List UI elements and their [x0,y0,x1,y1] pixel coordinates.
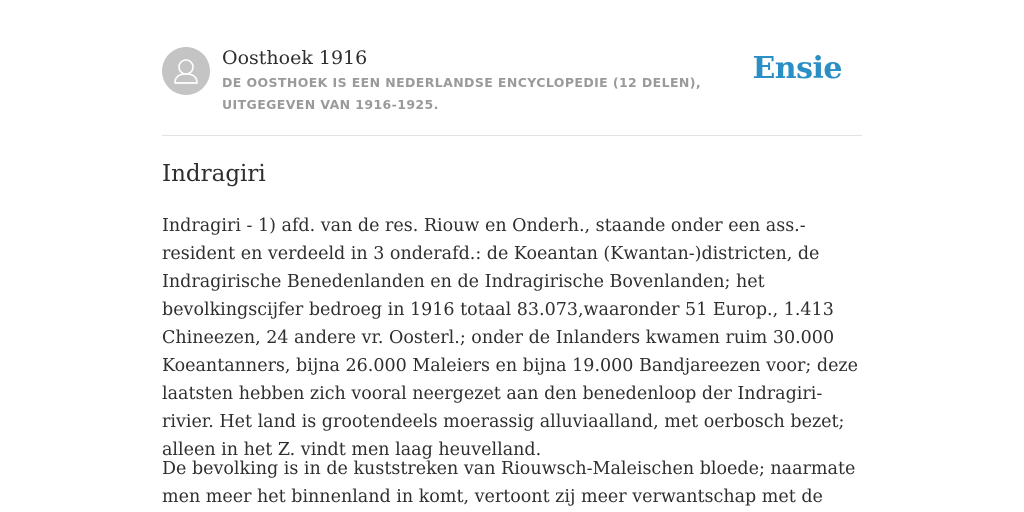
article-paragraph-1: Indragiri - 1) afd. van de res. Riouw en Onderh., staande onder een ass.-resident en verdeeld in 3 onderafd.: de Koeantan (Kwantan-)districten, de Indragirische Benedenlanden en de Indragirische Bovenlanden; het bevolkingscijfer bedroeg in 1916 totaal 83.073,waaronder 51 Europ., 1.413 Chineezen, 24 andere vr. Oosterl.; onder de Inlanders kwamen ruim 30.000 Koeantanners, bijna 26.000 Maleiers en bijna 19.000 Bandjareezen voor; deze laatsten hebben zich vooral neergezet aan den benedenloop der Indragiri-rivier. Het land is grootendeels moerassig alluviaalland, met oerbosch bezet; alleen in het Z. vindt men laag heuvelland. [162,216,859,460]
author-header [162,0,862,136]
article-title: Indragiri [162,161,266,187]
author-description: DE OOSTHOEK IS EEN NEDERLANDSE ENCYCLOPEDIE (12 DELEN), UITGEGEVEN VAN 1916-1925. [222,75,702,112]
author-name[interactable]: Oosthoek 1916 [222,47,368,69]
ensie-logo[interactable]: Ensie [752,51,842,86]
user-avatar-icon [162,47,210,95]
avatar[interactable] [162,47,210,95]
article-paragraph-2: De bevolking is in de kuststreken van Riouwsch-Maleischen bloede; naarmate men meer het binnenland in komt, vertoont zij meer verwantschap met de [162,459,856,507]
page-container [162,0,862,507]
